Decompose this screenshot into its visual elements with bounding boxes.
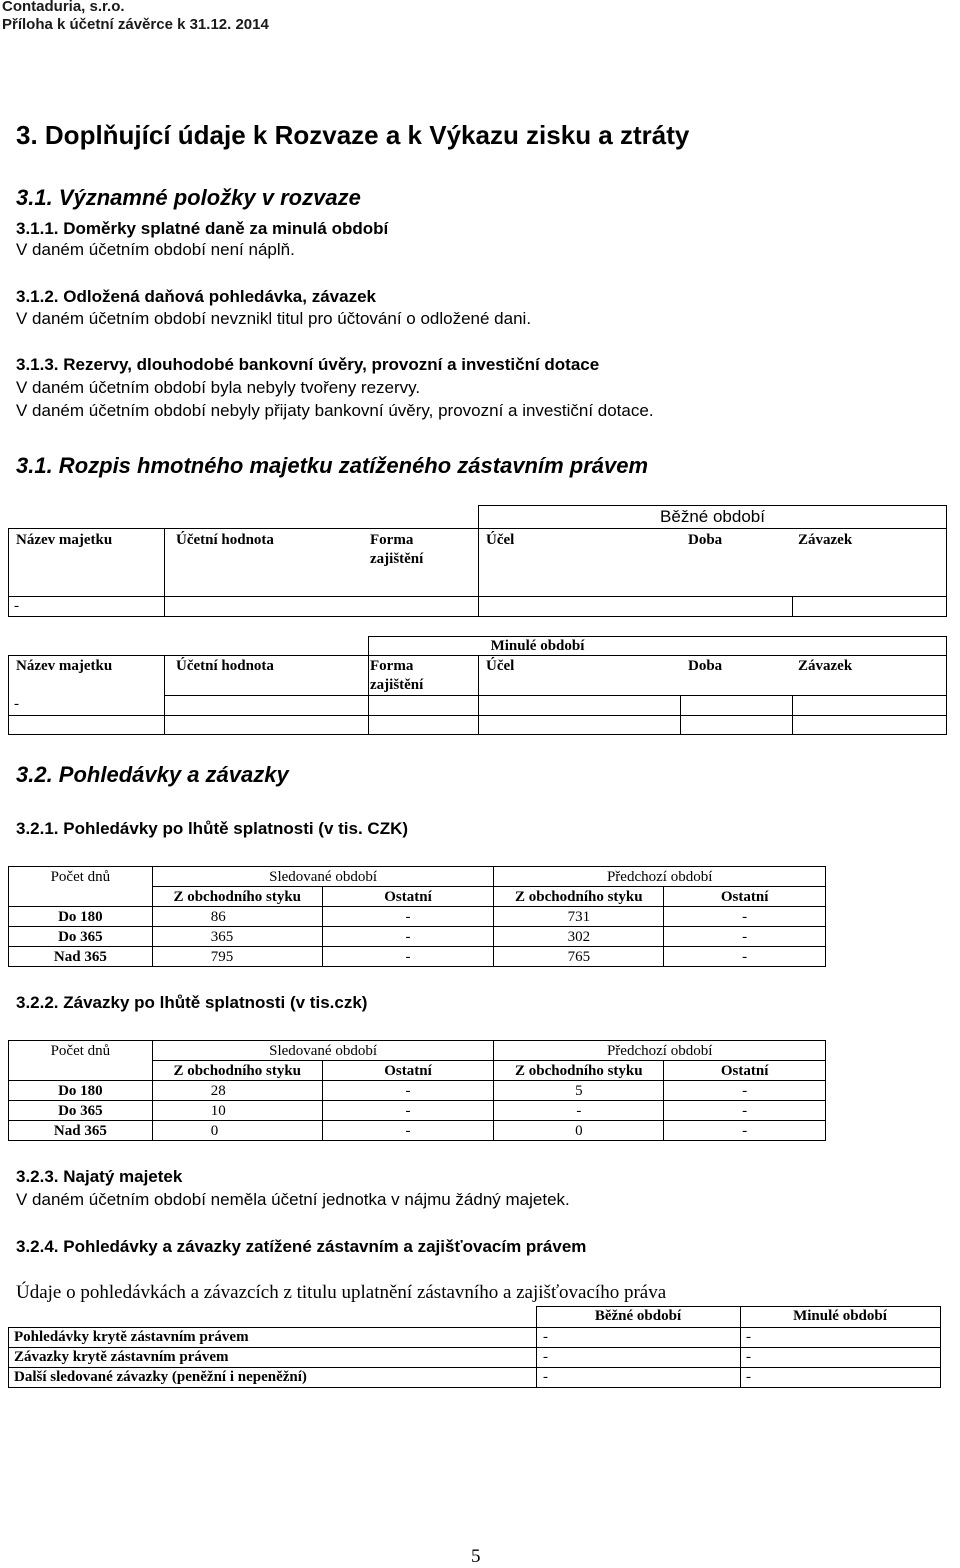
col-trade-prev: Z obchodního styku [494, 1061, 664, 1081]
section-3-2-3-text: V daném účetním období neměla účetní jednotka v nájmu žádný majetek. [16, 1190, 570, 1209]
receivables-overdue-table [8, 866, 826, 967]
table-row: - [14, 598, 19, 614]
prev-col-purpose: Účel [486, 658, 515, 674]
table-row: - [746, 1369, 751, 1385]
current-period-label: Běžné období [660, 507, 765, 526]
section-3-2-4-caption: Údaje o pohledávkách a závazcích z titulu uplatnění zástavního a zajišťovacího práva [16, 1282, 667, 1303]
table-row: Do 180 28 - 5 - [9, 1081, 826, 1101]
section-3-2-2-title: 3.2.2. Závazky po lhůtě splatnosti (v tis.czk) [16, 993, 368, 1012]
prev-col-term: Doba [688, 658, 723, 674]
col-other-prev: Ostatní [664, 887, 826, 907]
section-3-1-2-title: 3.1.2. Odložená daňová pohledávka, závazek [16, 287, 376, 306]
col-term: Doba [688, 532, 723, 548]
section-3-2-3-title: 3.2.3. Najatý majetek [16, 1167, 183, 1186]
col-security-form-2: zajištění [370, 551, 424, 567]
table-row: Do 365 10 - - - [9, 1101, 826, 1121]
table-row: - [746, 1349, 751, 1365]
section-3-1-3-title: 3.1.3. Rezervy, dlouhodobé bankovní úvěry, provozní a investiční dotace [16, 355, 600, 374]
table-row: Do 365 365 - 302 - [9, 927, 826, 947]
table-row: - [543, 1349, 548, 1365]
col-trade: Z obchodního styku [152, 1061, 322, 1081]
col-period-current: Sledované období [152, 1041, 494, 1061]
col-other: Ostatní [322, 1061, 494, 1081]
section-3-1-1-text: V daném účetním období není náplň. [16, 240, 295, 259]
table-row: Do 180 86 - 731 - [9, 907, 826, 927]
section-3-2-4-title: 3.2.4. Pohledávky a závazky zatížené zástavním a zajišťovacím právem [16, 1237, 587, 1256]
page-number: 5 [471, 1546, 481, 1567]
col-previous-period: Minulé období [793, 1308, 887, 1324]
section-asset-pledge-title: 3.1. Rozpis hmotného majetku zatíženého zástavním právem [16, 453, 649, 478]
previous-period-label: Minulé období [490, 638, 585, 654]
col-days: Počet dnů [9, 867, 153, 887]
table-row: Nad 365 0 - 0 - [9, 1121, 826, 1141]
section-3-1-2-text: V daném účetním období nevznikl titul pro účtování o odložené dani. [16, 309, 532, 328]
table-row: Další sledované závazky (peněžní i nepeněžní) [14, 1369, 307, 1385]
table-row: Nad 365 795 - 765 - [9, 947, 826, 967]
col-other: Ostatní [322, 887, 494, 907]
col-current-period: Běžné období [594, 1308, 682, 1324]
col-security-form: Forma [370, 532, 414, 548]
prev-col-security-form: Forma [370, 658, 414, 674]
table-row: - [14, 696, 19, 712]
section-3-2-1-title: 3.2.1. Pohledávky po lhůtě splatnosti (v tis. CZK) [16, 819, 409, 838]
col-trade-prev: Z obchodního styku [494, 887, 664, 907]
section-3-1-1-title: 3.1.1. Doměrky splatné daně za minulá období [16, 219, 389, 238]
table-row: - [543, 1369, 548, 1385]
section-3-2-title: 3.2. Pohledávky a závazky [16, 762, 289, 787]
col-days: Počet dnů [9, 1041, 153, 1061]
col-purpose: Účel [486, 532, 515, 548]
section-3-1-title: 3.1. Významné položky v rozvaze [16, 185, 361, 210]
company-name: Contaduria, s.r.o. [2, 0, 125, 15]
col-book-value: Účetní hodnota [176, 532, 274, 548]
col-other-prev: Ostatní [664, 1061, 826, 1081]
liabilities-overdue-table [8, 1040, 826, 1141]
document-subtitle: Příloha k účetní závěrce k 31.12. 2014 [2, 16, 269, 33]
prev-col-asset-name: Název majetku [16, 658, 113, 674]
prev-col-book-value: Účetní hodnota [176, 658, 274, 674]
col-liability: Závazek [798, 532, 853, 548]
prev-col-security-form-2: zajištění [370, 677, 424, 693]
col-trade: Z obchodního styku [152, 887, 322, 907]
col-period-current: Sledované období [152, 867, 494, 887]
prev-col-liability: Závazek [798, 658, 853, 674]
col-period-previous: Předchozí období [494, 1041, 826, 1061]
table-row: Pohledávky krytě zástavním právem [14, 1329, 249, 1345]
section-3-1-3-text-2: V daném účetním období nebyly přijaty bankovní úvěry, provozní a investiční dotace. [16, 401, 654, 420]
section-3-1-3-text-1: V daném účetním období byla nebyly tvořeny rezervy. [16, 378, 421, 397]
col-period-previous: Předchozí období [494, 867, 826, 887]
table-row: - [543, 1329, 548, 1345]
table-row: - [746, 1329, 751, 1345]
table-row: Závazky krytě zástavním právem [14, 1349, 229, 1365]
section-3-title: 3. Doplňující údaje k Rozvaze a k Výkazu zisku a ztráty [16, 120, 690, 150]
col-asset-name: Název majetku [16, 532, 113, 548]
